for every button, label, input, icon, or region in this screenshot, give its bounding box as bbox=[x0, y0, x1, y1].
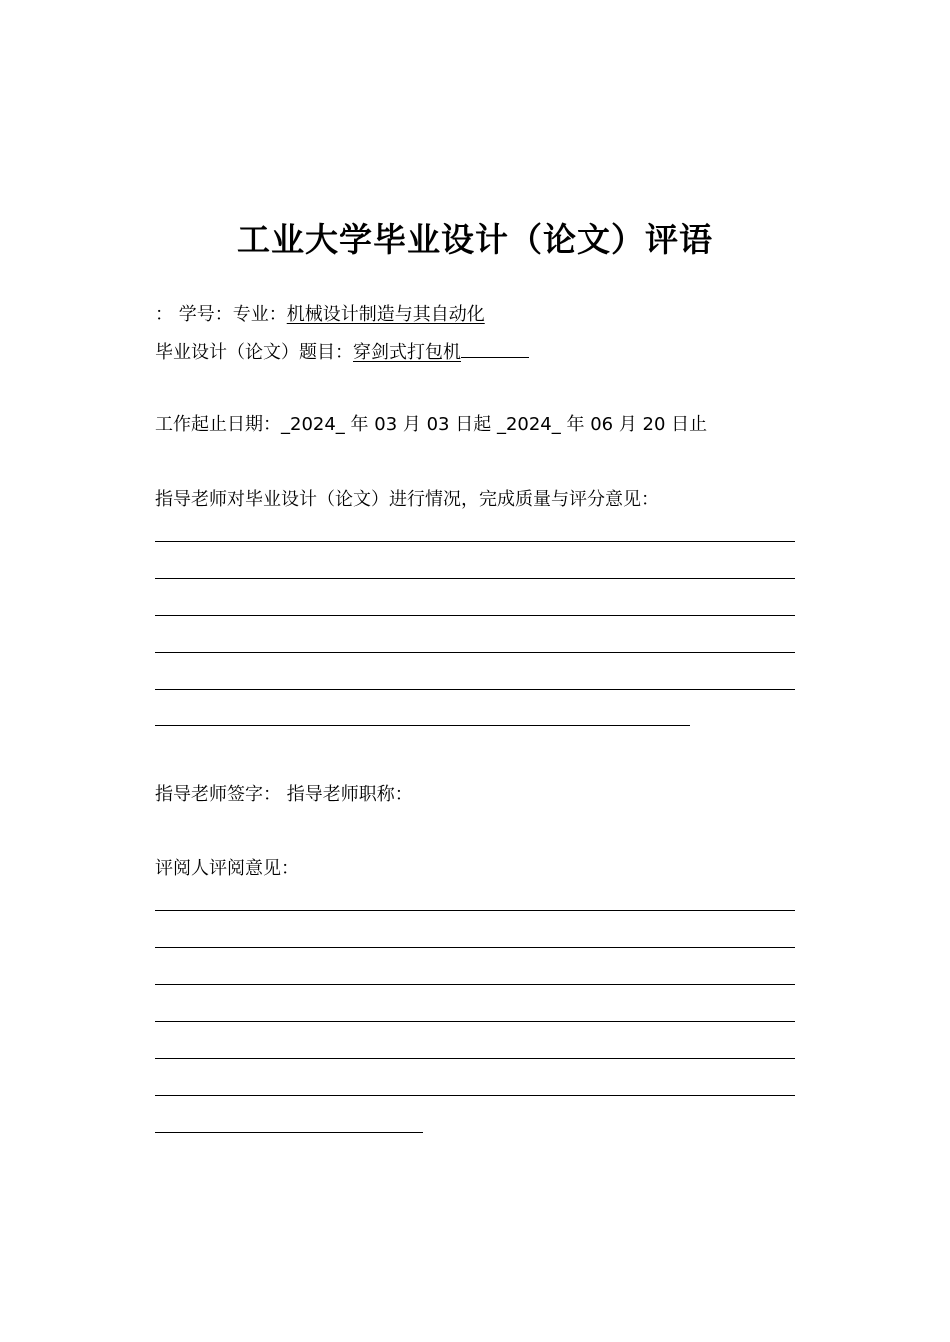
advisor-comment-line bbox=[155, 725, 690, 726]
thesis-topic-line bbox=[155, 338, 529, 364]
advisor-comment-line bbox=[155, 652, 795, 653]
advisor-comment-line bbox=[155, 578, 795, 579]
reviewer-comment-line bbox=[155, 947, 795, 948]
student-info-prefix: ： 学号：专业： bbox=[155, 304, 287, 325]
thesis-topic-value: 穿剑式打包机 bbox=[353, 342, 461, 363]
reviewer-comment-line bbox=[155, 1132, 423, 1133]
reviewer-comment-line bbox=[155, 1021, 795, 1022]
reviewer-comment-line bbox=[155, 910, 795, 911]
student-info-line bbox=[155, 300, 485, 326]
reviewer-comment-line bbox=[155, 1058, 795, 1059]
advisor-signature-line: 指导老师签字： 指导老师职称： bbox=[155, 784, 413, 805]
advisor-comment-line bbox=[155, 541, 795, 542]
topic-blank bbox=[461, 338, 529, 358]
thesis-topic-label: 毕业设计（论文）题目： bbox=[155, 342, 353, 363]
advisor-comment-heading: 指导老师对毕业设计（论文）进行情况，完成质量与评分意见： bbox=[155, 489, 659, 510]
reviewer-comment-line bbox=[155, 984, 795, 985]
work-dates-line: 工作起止日期：_2024_ 年 03 月 03 日起 _2024_ 年 06 月 20 日止 bbox=[155, 414, 708, 435]
advisor-comment-line bbox=[155, 689, 795, 690]
major-value: 机械设计制造与其自动化 bbox=[286, 304, 485, 325]
advisor-comment-line bbox=[155, 615, 795, 616]
reviewer-comment-heading: 评阅人评阅意见： bbox=[155, 858, 299, 879]
reviewer-comment-line bbox=[155, 1095, 795, 1096]
page-title: 工业大学毕业设计（论文）评语 bbox=[237, 220, 713, 259]
